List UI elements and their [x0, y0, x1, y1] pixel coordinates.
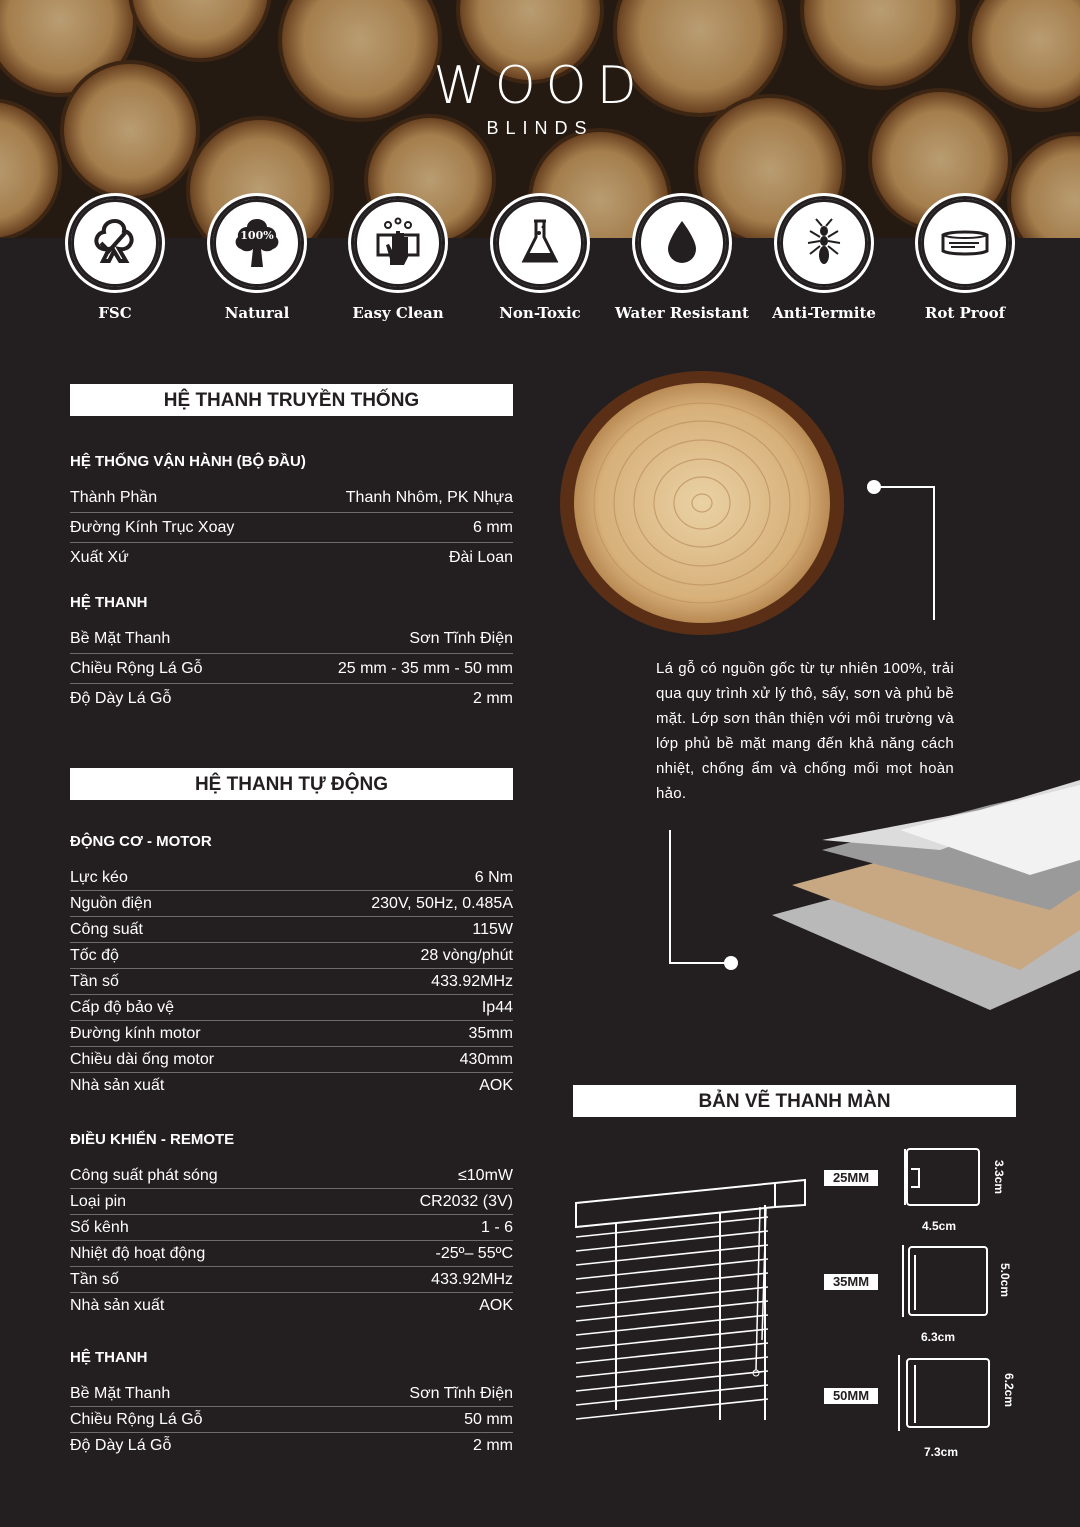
table-row: Bề Mặt Thanh Sơn Tĩnh Điện: [70, 1381, 513, 1407]
traditional-title: HỆ THANH TRUYỀN THỐNG: [70, 384, 513, 416]
blinds-drawing: [570, 1175, 810, 1425]
motor-heading: ĐỘNG CƠ - MOTOR: [70, 833, 212, 850]
logo-subtitle: BLINDS: [486, 118, 594, 138]
fsc-tree-icon: [68, 196, 162, 290]
table-row: Cấp độ bảo vệ Ip44: [70, 995, 513, 1021]
table-row: Nhà sản xuất AOK: [70, 1297, 513, 1314]
water-drop-icon: [635, 196, 729, 290]
natural-badge: 100%: [240, 229, 274, 242]
table-row: Số kênh 1 - 6: [70, 1215, 513, 1241]
width-50: 7.3cm: [924, 1445, 959, 1459]
callout-line-bottom: [670, 830, 730, 963]
logo-wordmark: WOOD: [433, 56, 647, 116]
automatic-title: HỆ THANH TỰ ĐỘNG: [70, 768, 513, 800]
operation-table: [70, 483, 513, 573]
width-25: 4.5cm: [922, 1219, 957, 1233]
drawing-title: BẢN VẼ THANH MÀN: [573, 1085, 1016, 1117]
table-row: Tần số 433.92MHz: [70, 969, 513, 995]
feature-fsc: [45, 196, 185, 322]
table-row: Nhiệt độ hoạt động -25º– 55ºC: [70, 1241, 513, 1267]
table-row: Tốc độ 28 vòng/phút: [70, 943, 513, 969]
traditional-slats-heading: HỆ THANH: [70, 594, 148, 611]
wood-plank-icon: [918, 196, 1012, 290]
size-tag-35: 35MM: [824, 1274, 878, 1290]
table-row: Bề Mặt Thanh Sơn Tĩnh Điện: [70, 624, 513, 654]
table-row: Nhà sản xuất AOK: [70, 1077, 513, 1094]
table-row: Chiều Rộng Lá Gỗ 25 mm - 35 mm - 50 mm: [70, 654, 513, 684]
table-row: Độ Dày Lá Gỗ 2 mm: [70, 1437, 513, 1454]
traditional-slats-table: [70, 624, 513, 714]
operation-heading: HỆ THỐNG VẬN HÀNH (BỘ ĐẦU): [70, 453, 306, 470]
feature-label: FSC: [98, 304, 132, 322]
feature-rot-proof: [895, 196, 1035, 322]
slat-profiles: [895, 1145, 995, 1445]
table-row: Xuất Xứ Đài Loan: [70, 549, 513, 566]
remote-heading: ĐIỀU KHIỂN - REMOTE: [70, 1131, 235, 1148]
brand-logo: [0, 56, 1080, 139]
table-row: Loại pin CR2032 (3V): [70, 1189, 513, 1215]
automatic-slats-heading: HỆ THANH: [70, 1349, 148, 1366]
feature-easy-clean: [328, 196, 468, 322]
feature-label: Non-Toxic: [499, 304, 581, 322]
table-row: Đường kính motor 35mm: [70, 1021, 513, 1047]
motor-table: [70, 865, 513, 1099]
flask-icon: [493, 196, 587, 290]
table-row: Chiều Rộng Lá Gỗ 50 mm: [70, 1407, 513, 1433]
table-row: Thành Phần Thanh Nhôm, PK Nhựa: [70, 483, 513, 513]
table-row: Lực kéo 6 Nm: [70, 865, 513, 891]
feature-natural: [187, 196, 327, 322]
layers-image: [772, 780, 1080, 1010]
profile-25: [907, 1149, 979, 1205]
feature-label: Easy Clean: [352, 304, 444, 322]
feature-label: Rot Proof: [924, 304, 1006, 322]
feature-water-resistant: [612, 196, 752, 322]
callout-dot: [867, 480, 881, 494]
callout-line-top: [874, 487, 934, 620]
width-35: 6.3cm: [921, 1330, 956, 1344]
table-row: Chiều dài ống motor 430mm: [70, 1047, 513, 1073]
height-35: 5.0cm: [998, 1263, 1012, 1298]
profile-35: [909, 1247, 987, 1315]
size-tag-25: 25MM: [824, 1170, 878, 1186]
feature-label: Water Resistant: [615, 304, 749, 322]
size-tag-50: 50MM: [824, 1388, 878, 1404]
wood-description: Lá gỗ có nguồn gốc từ tự nhiên 100%, trải qua quy trình xử lý thô, sấy, sơn và phủ bề mặt. Lớp sơn thân thiện với môi trường và lớp phủ bề mặt mang đến khả năng cách nhiệt, chống ẩm và chống mối mọt hoàn hảo.: [656, 660, 954, 802]
termite-icon: [777, 196, 871, 290]
feature-anti-termite: [754, 196, 894, 322]
natural-tree-icon: [210, 196, 304, 290]
height-50: 6.2cm: [1002, 1373, 1016, 1408]
table-row: Đường Kính Trục Xoay 6 mm: [70, 513, 513, 543]
table-row: Công suất 115W: [70, 917, 513, 943]
feature-label: Anti-Termite: [772, 304, 876, 322]
profile-50: [907, 1359, 989, 1427]
table-row: Độ Dày Lá Gỗ 2 mm: [70, 690, 513, 707]
table-row: Tần số 433.92MHz: [70, 1267, 513, 1293]
automatic-slats-table: [70, 1381, 513, 1459]
callout-dot: [724, 956, 738, 970]
table-row: Công suất phát sóng ≤10mW: [70, 1163, 513, 1189]
remote-table: [70, 1163, 513, 1319]
wood-slice-image: [560, 371, 844, 635]
feature-non-toxic: [470, 196, 610, 322]
hand-bubbles-icon: [351, 196, 445, 290]
height-25: 3.3cm: [992, 1160, 1006, 1195]
table-row: Nguồn điện 230V, 50Hz, 0.485A: [70, 891, 513, 917]
feature-label: Natural: [224, 304, 290, 322]
